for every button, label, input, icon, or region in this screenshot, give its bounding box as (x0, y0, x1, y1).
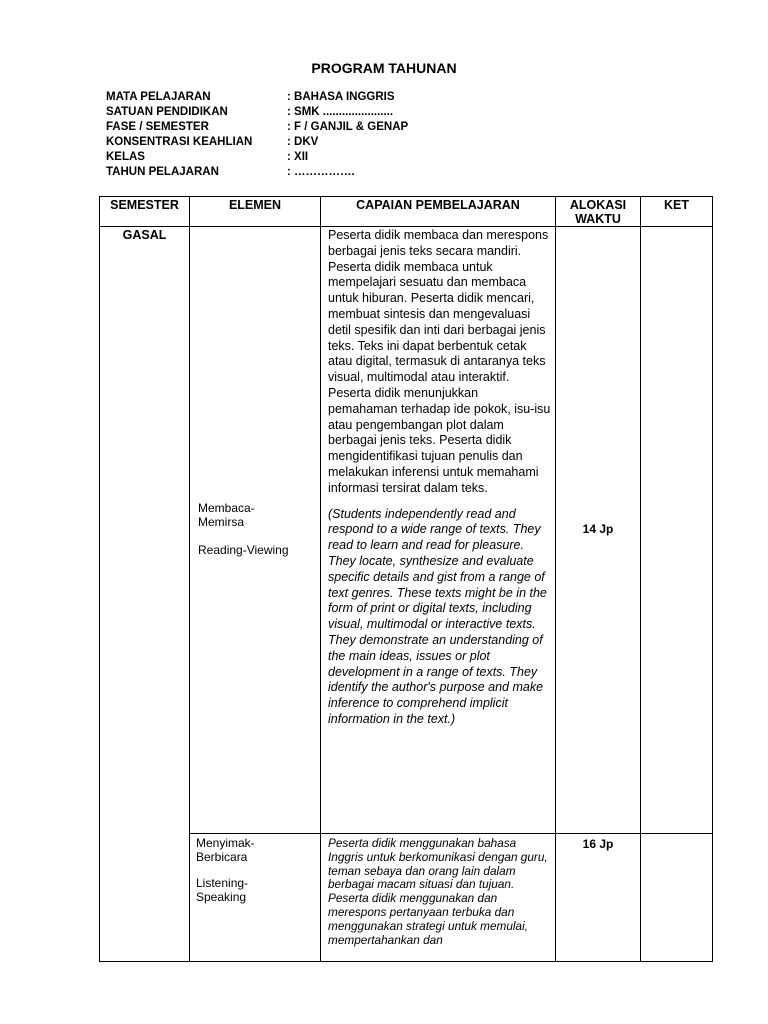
meta-value: : ……………. (287, 166, 355, 178)
elemen-id-line2: Berbicara (196, 850, 248, 864)
meta-label: FASE / SEMESTER (106, 121, 209, 133)
meta-value: : DKV (287, 136, 319, 148)
header-alokasi (556, 197, 641, 227)
header-alokasi-line1: ALOKASI (569, 198, 627, 212)
elemen-en-line2: Speaking (196, 890, 247, 904)
elemen-text (190, 834, 320, 904)
elemen-en-line1: Listening- (196, 876, 249, 890)
meta-value: : BAHASA INGGRIS (287, 91, 395, 103)
elemen-id-line1: Membaca- (198, 501, 255, 515)
header-capaian: CAPAIAN PEMBELAJARAN (321, 197, 556, 227)
table-row (100, 834, 713, 962)
alokasi-cell (556, 227, 641, 834)
meta-label: TAHUN PELAJARAN (106, 166, 219, 178)
header-elemen: ELEMEN (190, 197, 321, 227)
document-meta (106, 90, 408, 180)
ket-cell (641, 834, 713, 962)
alokasi-value: 16 Jp (556, 834, 641, 962)
capaian-indonesian: Peserta didik membaca dan merespons berbagai jenis teks secara mandiri. Peserta didik membaca untuk mempelajari sesuatu dan membaca untuk hiburan. Peserta didik mencari, membuat sintesis dan mengevaluasi detil spesifik dan inti dari berbagai jenis teks. Teks ini dapat berbentuk cetak atau digital, termasuk di antaranya teks visual, multimodal atau interaktif. Peserta didik menunjukkan pemahaman terhadap ide pokok, isu-isu atau pengembangan plot dalam berbagai jenis teks. Peserta didik mengidentifikasi tujuan penulis dan melakukan inferensi untuk memahami informasi tersirat dalam teks. (328, 228, 551, 495)
table-header-row (100, 197, 713, 227)
meta-label: KONSENTRASI KEAHLIAN (106, 136, 253, 148)
capaian-cell (321, 834, 556, 962)
capaian-cell (321, 227, 556, 834)
meta-row-fase-semester (106, 120, 408, 135)
alokasi-value: 14 Jp (582, 522, 614, 536)
elemen-cell (190, 227, 321, 834)
meta-label: SATUAN PENDIDIKAN (106, 106, 228, 118)
elemen-cell (190, 834, 321, 962)
elemen-text (198, 501, 289, 557)
table-row (100, 227, 713, 834)
meta-value: : F / GANJIL & GENAP (287, 121, 409, 133)
capaian-indonesian: Peserta didik menggunakan bahasa Inggris untuk berkomunikasi dengan guru, teman sebaya dan orang lain dalam berbagai macam situasi dan tujuan. Peserta didik menggunakan dan merespons pertanyaan terbuka dan menggunakan strategi untuk memulai, mempertahankan dan (328, 836, 548, 947)
header-semester: SEMESTER (100, 197, 190, 227)
elemen-id-line1: Menyimak- (196, 836, 255, 850)
capaian-english: (Students independently read and respond to a wide range of texts. They read to learn and read for pleasure. They locate, synthesize and evaluate specific details and gist from a range of text genres. These texts might be in the form of print or digital texts, including visual, multimodal or interactive texts. They demonstrate an understanding of the main ideas, issues or plot development in a range of texts. They identify the author's purpose and make inference to comprehend implicit information in the text.) (328, 506, 547, 726)
meta-row-tahun-pelajaran (106, 165, 408, 180)
elemen-id-line2: Memirsa (198, 515, 245, 529)
meta-value: : SMK ...................... (287, 106, 394, 118)
header-ket: KET (641, 197, 713, 227)
document-title: PROGRAM TAHUNAN (311, 60, 457, 76)
elemen-en: Reading-Viewing (198, 543, 289, 557)
meta-label: KELAS (106, 151, 145, 163)
ket-cell (641, 227, 713, 834)
meta-label: MATA PELAJARAN (106, 91, 211, 103)
meta-row-konsentrasi-keahlian (106, 135, 408, 150)
meta-row-satuan-pendidikan (106, 105, 408, 120)
header-alokasi-line2: WAKTU (575, 212, 621, 226)
meta-row-kelas (106, 150, 408, 165)
meta-value: : XII (287, 151, 309, 163)
semester-cell: GASAL (100, 227, 190, 962)
meta-row-mata-pelajaran (106, 90, 408, 105)
program-table (99, 196, 713, 962)
